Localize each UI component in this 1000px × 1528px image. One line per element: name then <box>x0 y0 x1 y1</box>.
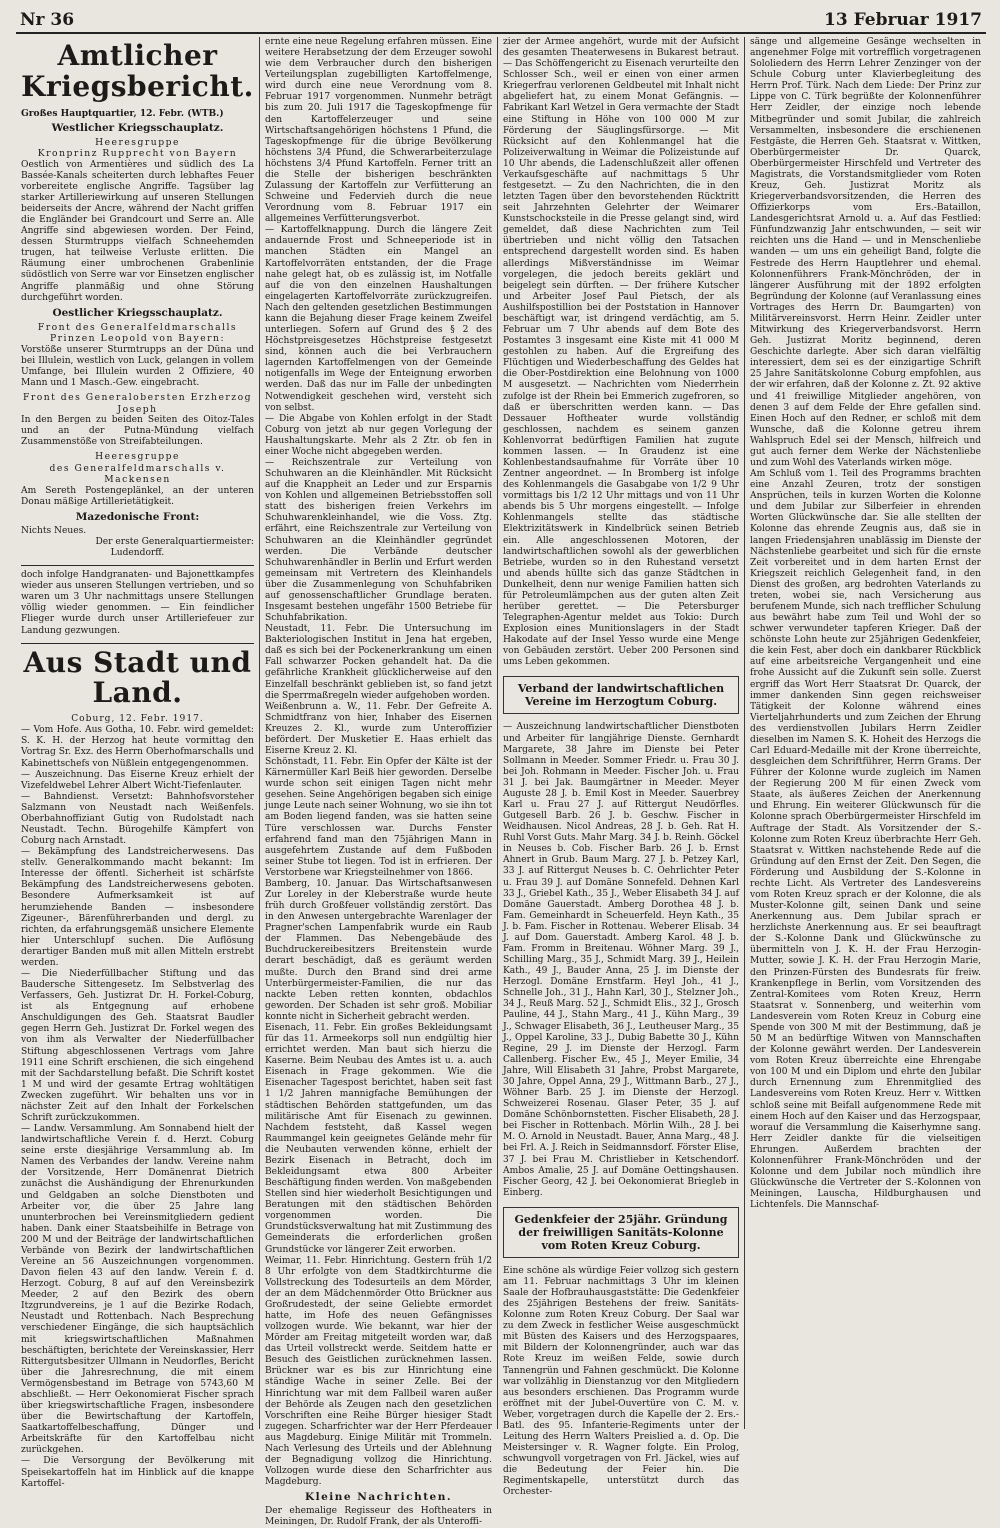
article-weimar: Weimar, 11. Febr. Hinrichtung. Gestern früh 1/2 8 Uhr erfolgte von dem Stadtkirchturme die Vollstreckung des Todesurteils an dem Mörder, der an dem Mädchenmörder Otto Brückner aus Großrudestedt, der seine Geliebte ermordet hatte, im Hofe des neuen Gefängnisses vollzogen wurde. Wie bekannt, war hier der Mörder am Freitag mitgeteilt worden war, daß das Urteil vollstreckt werde. Seitdem hatte er Besuch des Geistlichen zurücknehmen lassen. Brückner war es bis zur Hinrichtung eine ständige Wache in seiner Zelle. Bei der Hinrichtung war mit dem Fallbeil waren außer der Behörde als Zeugen nach den gesetzlichen Vorschriften eine Reihe Bürger hiesiger Stadt zugegen. Scharfrichter war der Herr Pferdeauer aus Magdeburg. Einige Militär mit Trommeln. Nach Verlesung des Urteils und der Ablehnung der Begnadigung vollzog die Hinrichtung. Vollzogen wurde diese den Scharfrichter aus Magdeburg. <box>265 1255 492 1488</box>
west-text: Oestlich von Armentières und südlich des La Bassée-Kanals scheiterten durch lebhaftes Feuer vorbereitete englische Angriffe. Tagsüber lag starker Artilleriewirkung auf unseren Stellungen beiderseits der Ancre, während der Nacht griffen die Engländer bei Grandcourt und Serre an. Alle Angriffe sind abgewiesen worden. Der Feind, dessen Sturmtrupps vielfach Schneehemden trugen, hat teilweise Verluste erlitten. Die Räumung einer umbrochenen Grabenlinie südöstlich von Serre war vor Einsetzen englischer Angriffe planmäßig und ohne Störung durchgeführt worden. <box>21 159 254 303</box>
issue-date: 13 Februar 1917 <box>824 10 982 30</box>
article-potato-supply: — Die Versorgung der Bevölkerung mit Speisekartoffeln hat im Hinblick auf die knappe Kartoffel- <box>21 1456 254 1489</box>
east-front-3b: des Generalfeldmarschalls v. Mackensen <box>49 462 226 486</box>
red-cross-box <box>503 1207 739 1258</box>
article-servants-honours: — Auszeichnung landwirtschaftlicher Dienstboten und Arbeiter für langjährige Dienste. Gernhardt Margarete, 38 Jahre im Dienste bei Peter Sollmann in Meeder. Sommer Friedr. u. Frau 30 J. bei Joh. Rohmann in Meeder. Fischer Joh. u. Frau 31 J. bei Jak. Baumgärtner in Meeder. Meyer Auguste 28 J. b. Emil Kost in Meeder. Sauerbrey Karl u. Frau 27 J. auf Rittergut Neudörfles. Gutgesell Barb. 26 J. b. Geschw. Fischer in Weidhausen. Nicol Andreas, 28 J. b. Geh. Rat H. Ruhl Vorst Guts. Mahr Marg. 34 J. b. Reinh. Göckel in Neuses b. Cob. Fischer Barb. 26 J. b. Ernst Ahnert in Grub. Baum Marg. 27 J. b. Petzey Karl, 33 J. auf Rittergut Neuses b. C. Oehrlichter Peter u. Frau 39 J. auf Domäne Sonnefeld. Dehnen Karl 33 J., Griebel Kath., 35 J., Weber Elisabeth 34 J. auf Domäne Gauerstadt. Amberg Dorothea 48 J. b. Fam. Gemeinhardt in Scheuerfeld. Heyn Kath., 35 J. b. Fam. Fischer in Rottenau. Weberer Elisab. 34 J. auf Dom. Gauerstadt. Amberg Karol. 48 J. b. Fam. Fromm in Breitenau. Wöhner Marg. 39 J., Schilling Marg., 35 J., Schmidt Marg. 39 J., Heilein Kath., 49 J., Bauder Anna, 25 J. im Dienste der Herzogl. Domäne Ernstfarm. Heyl Joh., 41 J., Schnelle Joh., 31 J., Hahn Karl, 30 J., Stelzner Joh., 34 J., Reuß Marg. 52 J., Schmidt Elis., 32 J., Grosch Pauline, 44 J., Stahn Marg., 41 J., Kühn Marg., 39 J., Schwager Elisabeth, 36 J., Leutheuser Marg., 35 J., Oppel Karoline, 33 J., Dubig Babette 30 J., Kühn Regine, 29 J. im Dienste der Herzogl. Farm Callenberg. Fischer Ew., 45 J., Meyer Emilie, 34 Jahre, Will Elisabeth 31 Jahre, Probst Margarete, 30 Jahre, Oppel Anna, 29 J., Wittmann Barb., 27 J., Wöhner Barb. 25 J. im Dienste der Herzogl. Schweizerei Rosenau. Glaser Peter, 35 J. auf Domäne Schönbornstetten. Fischer Elisabeth, 28 J. bei Fischer in Rottenbach. Mörlin Wilh., 28 J. bei M. O. Arnold in Neustadt. Bauer, Anna Marg., 48 J. bei Frl. A. J. Reich in Seidmannsdorf. Förster Elise, 37 J. bei Frau M. Christlieber in Ketschendorf. Ambos Amalie, 25 J. auf Domäne Oettingshausen. Fischer Georg, 42 J. bei Oekonomierat Briegleb in Einberg. <box>503 722 740 1198</box>
article-shoes: — Reichszentrale zur Verteilung von Schuhwaren an die Kleinhändler. Mit Rücksicht auf die Knappheit an Leder und zur Ersparnis von Kohlen und allgemeinen Betriebsstoffen soll statt des bisherigen freien Verkehrs im Schuhwarenkleinhandel, wie die Voss. Ztg. erfährt, eine Reichszentrale zur Verteilung von Schuhwaren an die Kleinhändler gegründet werden. Die Verbände deutscher Schuhwarenhändler in Berlin und Erfurt werden gemeinsam mit Vertretern des Kleinhandels über die Zusammenlegung von Schuhfabriken auf genossenschaftlicher Grundlage beraten. Insgesamt bestehen ungefähr 1500 Betriebe für Schuhfabrikation. <box>265 457 492 624</box>
article-coal: — Die Abgabe von Kohlen erfolgt in der Stadt Coburg von jetzt ab nur gegen Vorlegung der Haushaltungskarte. Mehr als 2 Ztr. ob fen in einer Woche nicht abgegeben werden. <box>265 413 492 457</box>
columns <box>16 37 986 1528</box>
page-number: Nr 36 <box>20 10 75 30</box>
east2-text: In den Bergen zu beiden Seiten des Oitoz-Tales und an der Putna-Mündung vielfach Zusammenstöße von Streifabteilungen. <box>21 415 254 448</box>
army-group-name: Kronprinz Rupprecht von Bayern <box>37 148 238 160</box>
east-front-1: Front des Generalfeldmarschalls Prinzen Leopold von Bayern: <box>37 321 238 345</box>
article-potato-shortage: — Kartoffelknappung. Durch die längere Zeit andauernde Frost und Schneeperiode ist in manchen Städten ein Mangel an Kartoffelvorräten entstanden, der die Frage nahe gelegt hat, ob es zulässig ist, im Notfalle auf die von den einzelnen Haushaltungen eingelagerten Kartoffelvorräte zurückzugreifen. Nach den geltenden gesetzlichen Bestimmungen kann die Bejahung dieser Frage keinem Zweifel unterliegen. Sofern auf Grund des § 2 des Höchstpreisgesetzes Höchstpreise festgesetzt sind, können auch die bei Verbrauchern lagernden Kartoffelmengen von der Gemeinde notigenfalls im Wege der Enteignung erworben werden. Daß das nur im Falle der unbedingten Notwendigkeit geschehen wird, versteht sich von selbst. <box>265 225 492 413</box>
signature-title: Der erste Generalquartiermeister: <box>95 536 254 547</box>
agri-association-title: Verband der landwirtschaftlichen Vereine im Herzogtum Coburg. <box>517 682 725 709</box>
army-group-label: Heeresgruppe <box>95 136 180 148</box>
article-misc-news: zier der Armee angehört, wurde mit der Aufsicht des gesamten Theaterwesens in Bukarest betraut. — Das Schöffengericht zu Eisenach verurteilte den Schlosser Sch., weil er einen von einer armen Kriegerfrau verlorenen Geldbeutel mit Inhalt nicht abgeliefert hat, zu einem Monat Gefängnis. — Fabrikant Karl Wetzel in Gera vermachte der Stadt eine Stiftung in Höhe von 100 000 M zur Förderung der Säuglingsfürsorge. — Mit Rücksicht auf den Kohlenmangel hat die Polizeiverwaltung in Weimar die Polizeistunde auf 10 Uhr abends, die Ladenschlußzeit aller offenen Verkaufsgeschäfte auf nachmittags 5 Uhr festgesetzt. — Zu den Nachrichten, die in den letzten Tagen über den bevorstehenden Rücktritt seit Jahrzehnten Gelehrter der Weimarer Kunstschocksteile in die Presse gelangt sind, wird gemeldet, daß diese Nachrichten zum Teil übertrieben und nicht völlig den Tatsachen entsprechend dargestellt worden sind. Es haben allerdings Mißverständnisse im Weimar vorgelegen, die jedoch bereits geklärt und beigelegt sein dürften. — Der frühere Kutscher und Arbeiter Josef Paul Pietsch, der als Aushilfspostillion bei der Poststation in Hannover beschäftigt war, ist dringend verdächtig, am 5. Februar um 7 Uhr abends auf dem Bote des Postamtes 3 insgesamt eine Kiste mit 41 000 M gestohlen zu haben. Auf die Ergreifung des Flüchtigen und Wiederbeschaffung des Geldes hat die Ober-Postdirektion eine Belohnung von 1000 M ausgesetzt. — Nachrichten vom Niederrhein zufolge ist der Rhein bei Emmerich zugefroren, so daß er überschritten werden kann. — Das Dessauer Hoftheater wurde vollständig geschlossen, nachdem es seinem ganzen Kohlenvorrat bedürftigen Familien hat zugute kommen lassen. — In Graudenz ist eine Kohlenbestandsaufnahme für Vorräte über 10 Zentner angeordnet. — In Bromberg ist infolge des Kohlenmangels die Gasabgabe von 1/2 9 Uhr vormittags bis 1/2 12 Uhr mittags und von 11 Uhr abends bis 5 Uhr morgens eingestellt. — Infolge Kohlenmangels stellte das städtische Elektrizitätswerk in Kindelbrück seinen Betrieb ein. Alle angeschlossenen Motoren, der landwirtschaftlichen sowohl als der gewerblichen Betriebe, wurden so in den Ruhestand versetzt und abends hüllte sich das ganze Städtchen in Dunkelheit, denn nur wenige Familien hatten sich für Petroleumlämpchen aus der guten alten Zeit herüber gerettet. — Die Petersburger Telegraphen-Agentur meldet aus Tokio: Durch Explosion eines Munitionslagers in der Stadt Hakodate auf der Insel Yesso wurde eine Menge von Gebäuden zerstört. Ueber 200 Personen sind ums Leben gekommen. <box>503 37 739 668</box>
article-foundation: — Die Niederfüllbacher Stiftung und das Baudersche Sittengesetz. Im Selbstverlag des Verfassers, Geh. Justizrat Dr. H. Forkel-Coburg, ist als Entgegnung auf erhobene Anschuldigungen des Geh. Staatsrat Baudler gegen Herrn Geh. Justizrat Dr. Forkel wegen des von ihm als Verwalter der Niederfüllbacher Stiftung abgeschlossenen Vertrags vom Jahre 1911 eine Schrift erschienen, die sich eingehend mit der Sachdarstellung befaßt. Die Schrift kostet 1 M und wird der gesamte Ertrag wohltätigen Zwecken zugeführt. Wir behalten uns vor in nächster Zeit auf den Inhalt der Forkelschen Schrift zurückzukommen. <box>21 968 254 1123</box>
war-report-title: Amtlicher Kriegsbericht. <box>21 39 254 103</box>
east3-text: Am Sereth Postengeplänkel, an der unteren Donau mäßige Artillerietätigkeit. <box>21 485 254 507</box>
macedonia-heading: Mazedonische Front: <box>75 510 200 523</box>
divider <box>21 565 254 566</box>
article-potato-cont: ernte eine neue Regelung erfahren müssen. Eine weitere Herabsetzung der dem Erzeuger sowohl wie dem Verbraucher durch den bisherigen Verteilungsplan zugebilligten Kartoffelmenge, wird durch eine neue Verordnung vom 8. Februar 1917 vorgenommen. Nunmehr beträgt bis zum 20. Juli 1917 die Tageskopfmenge für den Kartoffelerzeuger und seine Wirtschaftsangehörigen höchstens 1 Pfund, die Tageskopfmenge für die übrige Bevölkerung höchstens 3/4 Pfund, die Schwerarbeiterzulage höchstens 3/4 Pfund Kartoffeln. Ferner tritt an die Stelle der bisherigen beschränkten Zulassung der Kartoffeln zur Verfütterung an Schweine und Federvieh durch die neue Verordnung vom 8. Februar 1917 ein allgemeines Verfütterungsverbot. <box>265 37 492 225</box>
column-3 <box>497 37 744 1498</box>
article-award: — Auszeichnung. Das Eiserne Kreuz erhielt der Vizefeldwebel Lehrer Albert Wicht-Tiefenlauter. <box>21 769 254 791</box>
east-heading: Oestlicher Kriegsschauplatz. <box>52 306 223 319</box>
red-cross-title: Gedenkfeier der 25jähr. Gründung der freiwilligen Sanitäts-Kolonne vom Roten Kreuz Coburg. <box>514 1212 728 1252</box>
east-front-3a: Heeresgruppe <box>95 451 180 463</box>
article-red-cross-cont: sänge und allgemeine Gesänge wechselten in angenehmer Folge mit vortrefflich vorgetragenen Sololiedern des Herrn Lehrer Zenzinger von der Schule Coburg unter Klavierbegleitung des Herrn Prof. Türk. Nach dem Liede: Der Prinz zur Lippe von C. Türk begrüßte der Kolonnenführer Herr Zeidler, der einzige noch lebende Mitbegründer und somit Jubilar, die zahlreich Versammelten, insbesondere die erschienenen Festgäste, die Herren Geh. Staatsrat v. Wittken, Oberbürgermeister Dr. Quarck, Oberbürgermeister Hirschfeld und Vertreter des Magistrats, die Vorstandsmitglieder vom Roten Kreuz, Geh. Justizrat Moritz als Kriegerverbandsvorsitzenden, die Herren des Offizierkorps vom Ers.-Bataillon, Landesgerichtsrat Arnold u. a. Auf das Festlied: Fünfundzwanzig Jahr entschwunden, — seit wir reichten uns die Hand — und in Menschenliebe wanden — um uns ein geheiligt Band, folgte die Festrede des Herrn Hauptlehrer und ehemal. Kolonnenführers Frank-Mönchröden, der in längerer Ausführung mit der 1892 erfolgten Begründung der Kolonne (auf Veranlassung eines Vortrages des Herrn Dr. Baumgarten) von Militärvereinsvorst. Herrn Heinr. Zeidler unter Mitwirkung des Kriegerverbandsvorst. Herrn Geh. Justizrat Moritz beginnend, deren Geschichte darlegte. Aber sich daran vielfältig interessiert, dem sei es der einzigartige Schrift 25 Jahre Sanitätskolonne Coburg empfohlen, aus der wir erfahren, daß der Kolonne z. Zt. 92 aktive und 41 freiwillige Mitglieder angehören, von denen 3 auf dem Felde der Ehre gefallen sind. Einen Hoch auf den Redner, er schloß mit dem Wunsche, daß die Kolonne getreu ihrem Wahlspruch Edel sei der Mensch, hilfreich und gut auch ferner dem Werke der Nächstenliebe und zum Wohl des Vaterlands wirken möge. <box>750 37 981 468</box>
column-1 <box>16 37 259 1489</box>
article-red-cross-speeches: Am Schluß vom 1. Teil des Programms brachten eine Anzahl Zeuren, trotz der sonstigen Ansprüchen, teils in kurzen Worten die Kolonne und dem Jubilar zur Silberfeier in ehrenden Worten Glückwünsche dar. Sie alle stellten der Kolonne das ehrende Zeugnis aus, daß sie in langen Friedensjahren unablässig im Dienste der Nächstenliebe gearbeitet und sich für die ernste Zeit vorbereitet und in dem harten Ernst der Kriegszeit reichlich Gelegenheit fand, in den Dienst des großen, arg bedrohten Vaterlands zu treten, wobei sie, nach Versicherung aus berufenem Munde, sich nach trefflicher Schulung aus bewährt habe zum Teil und Wohl der so schwer verwundeter tapferen Krieger. Daß der schönste Lohn heute zur 25jährigen Gedenkfeier, die kein Fest, aber doch ein dankbarer Rückblick auf eine arbeitsreiche Vergangenheit und eine frohe Aussicht auf die Zukunft sein solle. Zuerst ergriff das Wort Herr Staatsrat Dr. Quarck, der immer dankenden Sinn gegen reichsweiser Tätigkeit der Kolonne während eines Vierteljahrhunderts und zum Zeichen der Ehrung des verdienstvollen Jubilars Herrn Zeidler dieselben im Namen S. K. Hoheit des Herzogs die Carl Eduard-Medaille mit der Krone überreichte, desgleichen dem Schriftführer, Herrn Grams. Der Führer der Kolonne wurde zugleich im Namen der Regierung 200 M für einen Zweck vom Staate, als äußeres Zeichen der Anerkennung und Ehrung. Ein weiterer Glückwunsch für die Kolonne sprach Oberbürgermeister Hirschfeld im Auftrage der Stadt. Als Vorsitzender der S.-Kolonne zum Roten Kreuz überbrachte Herr Geh. Staatsrat v. Wittken nachstehende Rede auf die Gründung auf den Ernst der Zeit. Den Segen, die Förderung und Ausbildung der S.-Kolonne in rechte Licht. Als Vertreter des Landesvereins vom Roten Kreuz sprach er der Kolonne, die als Muster-Kolonne gilt, seinen Dank und seine Anerkennung aus. Dem Jubilar sprach er herzlichste Anerkennung aus. Er sei beauftragt der S.-Kolonne Dank und Glückwünsche zu übermitteln von J. K. H. der Frau Herzogin-Mutter, sowie J. K. H. der Frau Herzogin Marie, den Prinzen-Fürsten des Bundesrats für freiw. Krankenpflege in Berlin, vom Vorsitzenden des Zentral-Komitees vom Roten Kreuz, Herrn Staatsrat v. Sonnenberg, und weiterhin vom Landesverein vom Roten Kreuz in Coburg eine Spende von 300 M mit der Bestimmung, daß je 50 M an bedürftige Witwen von Mannschaften der Kolonne gewährt werden. Der Landesverein vom Roten Kreuz überreichte eine Ehrengabe von 100 M und ein Diplom und ehrte den Jubilar durch Ernennung zum Ehrenmitglied des Landesvereins vom Roten Kreuz. Herr v. Wittken schloß seine mit Beifall aufgenommene Rede mit einem Hoch auf den Kaiser und das Herzogspaar, worauf die Versammlung die Kaiserhymne sang. Herr Zeidler dankte für die vielseitigen Ehrungen. Außerdem brachten der Kolonnenführer Frank-Mönchröden und der Kolonne und dem Jubilar noch mündlich ihre Glückwünsche die Vertreter der S.-Kolonnen von Meiningen, Lauscha, Hildburghausen und Lichtenfels. Die Mannschaf- <box>750 469 981 1211</box>
east-front-2: Front des Generalobersten Erzherzog Joseph <box>22 392 253 415</box>
hq-line: Großes Hauptquartier, 12. Febr. (WTB.) <box>21 107 224 119</box>
continued-text: doch infolge Handgranaten- und Bajonettkampfes wieder aus unseren Stellungen vertrieben, und so waren um 3 Uhr nachmittags unsere Stellungen völlig wieder genommen. — Ein feindlicher Flieger wurde durch unser Artilleriefeuer zur Landung gezwungen. <box>21 570 254 636</box>
article-weissenbrunn: Weißenbrunn a. W., 11. Febr. Der Gefreite A. Schmidtfranz von hier, Inhaber des Eisernen Kreuzes 2. Kl., wurde zum Unteroffizier befördert. Der Musketier E. Haas erhielt das Eiserne Kreuz 2. Kl. <box>265 701 492 756</box>
article-court: — Vom Hofe. Aus Gotha, 10. Febr. wird gemeldet: S. K. H. der Herzog hat heute vormittag den Vortrag Sr. Exz. des Herrn Oberhofmarschalls und Kabinettschefs von Nüßlein entgegengenommen. <box>21 725 254 769</box>
article-agri-meeting: — Landw. Versammlung. Am Sonnabend hielt der landwirtschaftliche Verein f. d. Herzt. Coburg seine erste diesjährige Versammlung ab. Im Namen des Verbandes der landw. Vereine nahm der Vorsitzende, Herr Domänenrat Dietrich zunächst die Aushändigung der Ehrenurkunden und Geldgaben an solche Dienstboten und Arbeiter vor, die über 25 Jahre lang ununterbrochen bei Vereinsmitgliedern gedient haben. Dank einer Staatsbeihilfe in Betrage von 200 M und der Beiträge der landwirtschaftlichen Verbände von Bezirk der landwirtschaftlichen Vereine an 56 Auszeichnungen vorgenommen. Davon fielen 43 auf den landw. Verein f. d. Herzogt. Coburg, 8 auf auf den Vereinsbezirk Meeder, 2 auf den Bezirk des obern Itzgrundvereins, je 1 auf die Bezirke Rodach, Neustadt und Rottenbach. Nach Besprechung verschiedener Eingänge, die sich hauptsächlich mit kriegswirtschaftlichen Maßnahmen beschäftigten, berichtete der Vereinskassier, Herr Rittergutsbesitzer Ullmann in Neudorfles, Bericht über die Jahresrechnung, die mit einem Vermögensbestand im Betrage von 5743,60 M abschließt. — Herr Oekonomierat Fischer sprach über kriegswirtschaftliche Fragen, insbesondere über die Bewirtschaftung der Kartoffeln, Saatkartoffelbeschaffung, Dünger und Arbeitskräfte für den Kartoffelbau nicht zurückgehen. <box>21 1124 254 1456</box>
article-meiningen: Der ehemalige Regisseur des Hoftheaters in Meiningen, Dr. Rudolf Frank, der als Unteroffi- <box>265 1506 492 1528</box>
west-heading: Westlicher Kriegsschauplatz. <box>51 121 224 134</box>
macedonia-text: Nichts Neues. <box>21 525 87 536</box>
article-vagrancy: — Bekämpfung des Landstreicherwesens. Das stellv. Generalkommando macht bekannt: Im Interesse der öffentl. Sicherheit ist schärfste Bekämpfung des Landstreicherwesens geboten. Besondere Aufmerksamkeit ist auf herumziehende Banden — insbesondere Zigeuner-, Bärenführerbanden und dergl. zu richten, da erfahrungsgemäß unsichere Elemente hier Unterschlupf suchen. Die Auflösung derartiger Banden muß mit allen Mitteln erstrebt werden. <box>21 847 254 968</box>
article-eisenach: Eisenach, 11. Febr. Ein großes Bekleidungsamt für das 11. Armeekorps soll nun endgültig hier errichtet werden. Man baut sich hierzu die Kaserne. Beim Neubau des Amtes ist u. a. auch Eisenach in Frage gekommen. Wie die Eisenacher Tagespost berichtet, haben seit fast 1 1/2 Jahren mannigfache Bemühungen der städtischen Behörden stattgefunden, um das militärische Amt für Eisenach zu gewinnen. Nachdem feststeht, daß Kassel wegen Raummangel kein geeignetes Gelände mehr für die Neubauten verwenden könne, erhielt der Bezirk Eisenach in Betracht, doch im Bekleidungsamt etwa 800 Arbeiter Beschäftigung finden werden. Von maßgebenden Stellen sind hier wiederholt Besichtigungen und Beratungen mit den städtischen Behörden vorgenommen worden. Die Grundstücksverwaltung hat mit Zustimmung des Gemeinderats die erforderlichen großen Grundstücke vor längerer Zeit erworben. <box>265 1022 492 1255</box>
local-dateline: Coburg, 12. Febr. 1917. <box>71 714 204 725</box>
article-neustadt: Neustadt, 11. Febr. Die Untersuchung im Bakteriologischen Institut in Jena hat ergeben, daß es sich bei der Pockenerkrankung um einen Fall schwarzer Pocken gehandelt hat. Da die gefährliche Krankheit glücklicherweise auf den Einzelfall beschränkt geblieben ist, so fand jetzt die Sperrmaßregeln wieder aufgehoben worden. <box>265 624 492 701</box>
article-rail: — Bahndienst. Versetzt: Bahnhofsvorsteher Salzmann von Neustadt nach Weißenfels. Oberbahnoffiziant Gutig von Rudolstadt nach Neustadt. Techn. Bürogehilfe Kämpfert von Coburg nach Arnstadt. <box>21 791 254 847</box>
east-text: Vorstöße unserer Sturmtrupps an der Düna und bei Illulein, westlich von Luck, gelangen in vollem Umfange, bei Illulein wurden 2 Offiziere, 40 Mann und 1 Masch.-Gew. eingebracht. <box>21 344 254 388</box>
article-bamberg: Bamberg, 10. Januar. Das Wirtschaftsanwesen Zur Loreley in der Kleberstraße wurde heute früh durch Großfeuer vollständig zerstört. Das in den Anwesen untergebrachte Warenlager der Pragner'schen Lampenfabrik wurde ein Raub der Flammen. Das Nebengebäude des Buchdruckereibesitzers Breitenstein wurde derart beschädigt, daß es geräumt werden mußte. Durch den Brand sind drei arme Unterbürgermeister-Familien, die nur das nackte Leben retten konnten, obdachlos geworden. Der Schaden ist sehr groß. Mobiliar konnte nicht in Sicherheit gebracht werden. <box>265 878 492 1022</box>
column-2 <box>259 37 497 1528</box>
column-4 <box>744 37 986 1429</box>
article-schoenstadt: Schönstadt, 11. Febr. Ein Opfer der Kälte ist der Kärnermüller Karl Beiß hier geworden. Derselbe wurde schon seit einigen Tagen nicht mehr gesehen. Seine Angehörigen begaben sich einige junge Leute nach seiner Wohnung, wo sie ihn tot am Boden liegend fanden, was sie hatten seine Türe verschlossen war. Durchs Fenster erfahrend fand man den 75jährigen Mann in ausgefehrtem Zustande auf dem Fußboden seiner Stube tot liegen. Tod ist in erfrieren. Der Verstorbene war Kriegsteilnehmer von 1866. <box>265 757 493 878</box>
agri-association-box <box>503 676 739 714</box>
divider <box>21 643 254 644</box>
small-news-heading: Kleine Nachrichten. <box>304 1491 453 1504</box>
article-red-cross: Eine schöne als würdige Feier vollzog sich gestern am 11. Februar nachmittags 3 Uhr im kleinen Saale der Hofbrauhausgaststätte: Die Gedenkfeier des 25jährigen Bestehens der freiw. Sanitäts-Kolonne zum Roten Kreuz Coburg. Der Saal war zu dem Zweck in festlicher Weise ausgeschmückt mit Büsten des Kaisers und des Herzogspaares, mit Bildern der Kolonnengründer, auch war das Rote Kreuz im weißen Felde, sowie durch Tannengrün und Fahnen geschmückt. Die Kolonne war vollzählig in Dienstanzug vor den Mitgliedern aus besonders erschienen. Das Programm wurde eröffnet mit der Jubel-Ouvertüre von C. M. v. Weber, vorgetragen durch die Kapelle der 2. Ers.-Batl. des 95. Infanterie-Regiments unter der Leitung des Herrn Walters Preislied a. d. Op. Die Meistersinger v. R. Wagner folgte. Ein Prolog, schwungvoll vorgetragen von Frl. Jäckel, wies auf die Bedeutung der Feier hin. Die Regimentskapelle, unterstützt durch das Orchester- <box>503 1265 739 1498</box>
local-news-title: Aus Stadt und Land. <box>23 645 252 710</box>
masthead <box>16 10 986 34</box>
signature-name: Ludendorff. <box>110 548 165 559</box>
